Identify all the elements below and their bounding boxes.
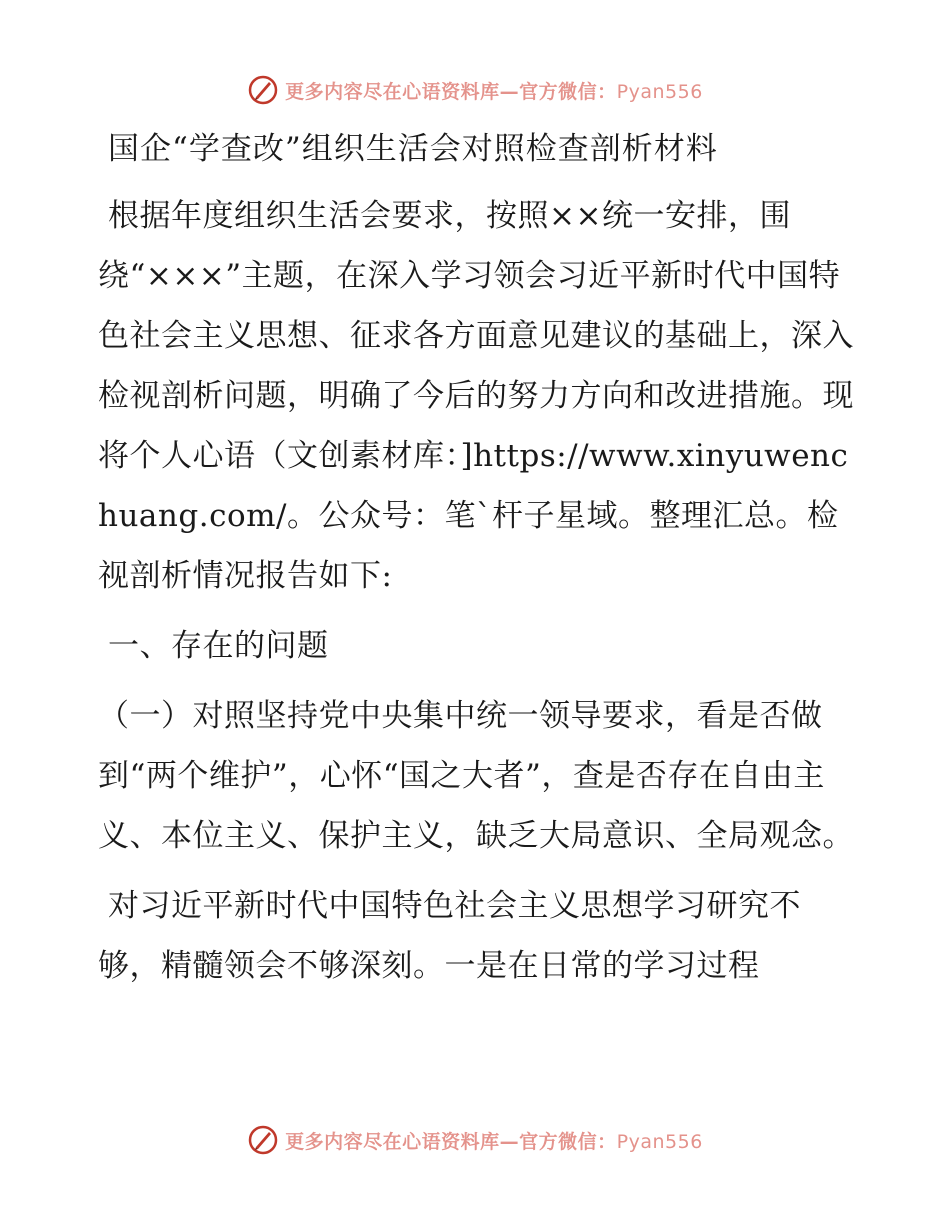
section-heading: 一、存在的问题	[108, 628, 329, 664]
footer-watermark	[0, 1120, 950, 1160]
watermark-text: 更多内容尽在心语资料库—官方微信：Pyan556	[285, 80, 703, 103]
watermark-wechat-id: Pyan556	[616, 1130, 703, 1153]
subsection-paragraph: （一）对照坚持党中央集中统一领导要求，看是否做到“两个维护”，心怀“国之大者”，查是否存在自由主义、本位主义、保护主义，缺乏大局意识、全局观念。	[98, 698, 854, 854]
header-watermark	[0, 70, 950, 110]
body-paragraph: 对习近平新时代中国特色社会主义思想学习研究不够，精髓领会不够深刻。一是在日常的学习过程	[98, 888, 801, 984]
intro-paragraph: 根据年度组织生活会要求，按照××统一安排，围绕“×××”主题，在深入学习领会习近平新时代中国特色社会主义思想、征求各方面意见建议的基础上，深入检视剖析问题，明确了今后的努力方向和改进措施。现将个人心语（文创素材库：]https://www.xinyuwenchuang.com/。公众号：笔`杆子星域。整理汇总。检视剖析情况报告如下:	[98, 198, 854, 594]
document-title: 国企“学查改”组织生活会对照检查剖析材料	[108, 131, 718, 167]
quill-pen-circle-icon	[247, 1124, 279, 1156]
document-body	[98, 120, 858, 996]
watermark-text: 更多内容尽在心语资料库—官方微信：Pyan556	[285, 1130, 703, 1153]
quill-pen-circle-icon	[247, 74, 279, 106]
watermark-wechat-id: Pyan556	[616, 80, 703, 103]
